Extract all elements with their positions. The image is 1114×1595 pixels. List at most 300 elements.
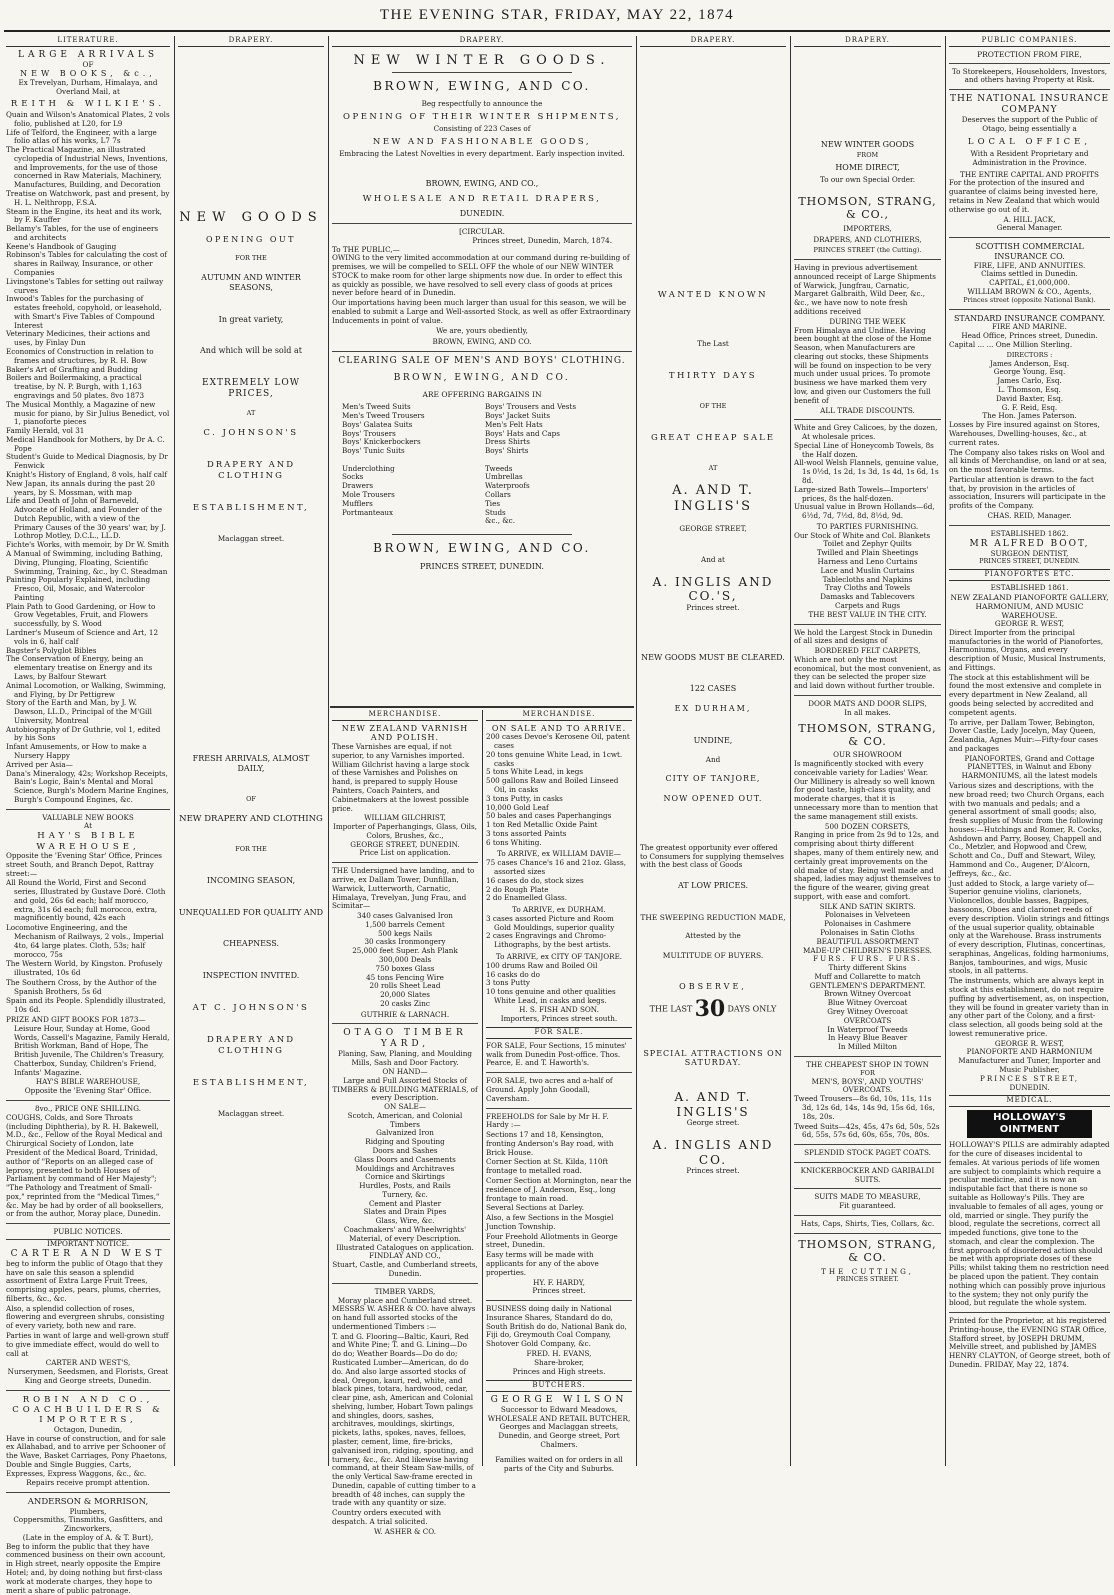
ad-heading: ESTABLISHED 1861.: [990, 582, 1069, 592]
stock-item: Hurdles, Posts, and Rails: [359, 1181, 451, 1191]
stock-item: Doors and Sashes: [372, 1146, 438, 1155]
book-item: Knight's History of England, 8 vols, half calf: [6, 469, 167, 479]
masthead: [0, 0, 1114, 34]
book-item: Lardner's Museum of Science and Art, 12 vols in 6, half calf: [6, 628, 159, 646]
ad-text: Ex Trevelyan, Durham, Himalaya, and Overland Mail, at: [18, 78, 158, 96]
ad-heading: NEW GOODS: [179, 209, 323, 225]
list-item: Tablecloths and Napkins: [822, 574, 913, 584]
divider: [794, 419, 941, 420]
stock-item: 100 drums Raw and Boiled Oil: [486, 960, 598, 970]
ad-heading: BROWN, EWING, AND CO.: [373, 79, 591, 94]
ad-heading: EX DURHAM,: [674, 704, 752, 714]
bargain-item: Boys' Tunic Suits: [342, 446, 405, 456]
item-list: [332, 912, 478, 1009]
ad-text: Capital ... ... One Million Sterling.: [949, 339, 1073, 349]
stock-item: 75 cases Chance's 16 and 21oz. Glass, assorted sizes: [486, 858, 626, 876]
stock-item: 10 tons genuine and other qualities White Lead, in casks and kegs.: [486, 987, 616, 1005]
list-item: Damasks and Tablecovers: [820, 592, 915, 602]
ad-heading: SPLENDID STOCK PAGET COATS.: [804, 1148, 931, 1158]
book-item: Keene's Handbook of Gauging: [6, 241, 117, 251]
ad-text: Importer of Paperhangings, Glass, Oils, Colors, Brushes, &c.,: [333, 822, 477, 840]
ad-heading: WANTED KNOWN: [657, 289, 769, 300]
ad-heading: AUTUMN AND WINTER SEASONS,: [201, 273, 301, 292]
list-item: Polonaises in Velveteen: [824, 910, 911, 920]
column-drapery-thomson: [794, 36, 941, 1466]
ad-text: Embracing the Latest Novelties in every department. Early inspection invited.: [339, 149, 625, 159]
ad-text: To our own Special Order.: [819, 174, 915, 184]
stock-item: 30 casks Ironmongery: [364, 937, 446, 947]
ad-text: Maclaggan street.: [217, 1109, 285, 1119]
ad-text: Also, a splendid collection of roses, flowering and evergreen shrubs, consisting of every variety, both new and rare.: [6, 1303, 165, 1331]
book-item: Fichte's Works, with memoir, by Dr W. Smith: [6, 540, 169, 550]
column-literature: [6, 36, 170, 1595]
ad-heading: VALUABLE NEW BOOKS: [42, 812, 134, 822]
ad-text: Attested by the: [685, 931, 741, 941]
ad-heading: TO PARTIES FURNISHING.: [816, 521, 919, 531]
ad-text: Moray place and Cumberland street.: [337, 1295, 473, 1305]
bargain-item: Boys' Galatea Suits: [342, 419, 413, 429]
book-item: Veterinary Medicines, their actions and uses, by Finlay Dun: [6, 329, 151, 348]
book-item: Economics of Construction in relation to frames and structures, by R. H. Bow: [6, 347, 154, 365]
section-header: BUTCHERS.: [486, 1380, 632, 1392]
ad-heading: FURS. FURS. FURS.: [813, 954, 922, 964]
book-item: Boilers and Boilermaking, a practical treatise, by N. P. Burgh, with 1,163 engravings and 50 plates. 8vo 1873: [6, 373, 145, 400]
ad-text: HOLLOWAY'S PILLS are admirably adapted for the cure of diseases incidental to females. At various periods of life women are subject to complaints which require a peculiar medicine, and it is now an indisputable fact that there is none so suitable as Holloway's Pills. They are invaluable to females of all ages, young or old, married or single. They purify the blood, regulate the secretions, correct all impeded functions, give tone to the stomach, and clear the complexion. The first approach of disordered action should be met with appropriate doses of these Pills; whilst taking them no restriction need be placed upon the patient. They contain nothing which can possibly prove injurious to the system; they not only purify the blood, but regulate the whole system.: [949, 1140, 1110, 1308]
section-rule: [330, 706, 634, 708]
ad-text: Share-broker,: [534, 1357, 584, 1367]
ad-text: THE Undersigned have landing, and to arrive, ex Dallam Tower, Dunfillan, Warwick, Lutterworth, Carnatic, Himalaya, Trevelyan, Jung Frau, and Scimitar—: [332, 866, 475, 911]
ad-heading: GUTHRIE & LARNACH.: [360, 1009, 450, 1019]
ad-text: Also, a few Sections in the Mosgiel Junction Township.: [486, 1213, 614, 1231]
ad-text: PRIZE AND GIFT BOOKS FOR 1873—Leisure Hour, Sunday at Home, Good Words, Cassell's Magazine, Family Herald, British Workman, Band of Hope, The British Juvenile, The Children's Treasury, Chatterbox, Sunday, Children's Friend, Infants' Magazine.: [6, 1015, 170, 1077]
ad-heading: DURING THE WEEK: [829, 316, 906, 326]
ad-heading: BORDERED FELT CARPETS,: [814, 646, 921, 656]
list-item: In Heavy Blue Beaver: [827, 1033, 908, 1043]
ad-text: The Last: [697, 338, 729, 348]
stock-item: 3 tons assorted Paints: [486, 828, 567, 838]
section-header: DRAPERY.: [178, 36, 324, 47]
bargain-item: Umbrellas: [485, 472, 523, 482]
book-item: Quain and Wilson's Anatomical Plates, 2 vols folio, published at L20, for L9: [6, 109, 170, 128]
ad-heading: C. JOHNSON'S: [203, 427, 299, 438]
ad-text: GEORGE STREET,: [679, 523, 747, 533]
ad-text: Easy terms will be made with applicants for any of the above properties.: [486, 1250, 599, 1277]
ad-heading: GEORGE R. WEST,: [994, 1038, 1065, 1048]
bargain-item: Mufflers: [342, 498, 373, 508]
ad-text: DAYS ONLY: [727, 1004, 777, 1014]
director-name: James Carlo, Esq.: [997, 376, 1062, 386]
ad-number: 30: [694, 995, 726, 1022]
ad-heading: DRAPERS, AND CLOTHIERS,: [813, 235, 922, 245]
ad-text: To arrive, per Dallam Tower, Bebington, Dover Castle, Lady Jocelyn, May Queen, Zealandia, Agnes Muir:—Fifty-four cases and packages: [949, 717, 1099, 753]
bargain-item: Men's Tweed Trousers: [342, 410, 425, 420]
ad-text: Princes street, Dunedin, March, 1874.: [472, 235, 612, 245]
column-rule: [945, 36, 946, 1466]
ad-heading: PRINCES STREET,: [980, 1073, 1079, 1083]
stock-item: Glass Doors and Casements: [354, 1154, 456, 1164]
ad-heading: SURGEON DENTIST,: [990, 548, 1069, 558]
ad-heading: HOME DIRECT,: [835, 163, 900, 173]
divider: [794, 1233, 941, 1234]
column-public-companies: [949, 36, 1110, 1466]
ad-text: Opposite the 'Evening Star' Office, Princes street South, and Branch Depot, Rattray street:—: [6, 850, 162, 878]
divider: [486, 1300, 632, 1301]
ad-heading: 8vo., PRICE ONE SHILLING.: [35, 1104, 141, 1114]
divider: [332, 1023, 478, 1024]
item-list: [486, 859, 632, 903]
ad-text: PIANOFORTES, Grand and Cottage PIANETTES, in Walnut and Ebony HARMONIUMS, all the latest models: [961, 753, 1098, 781]
section-header: MERCHANDISE.: [486, 710, 632, 721]
divider: [6, 1390, 170, 1391]
divider: [332, 1283, 478, 1284]
bargain-item: Men's Felt Hats: [485, 419, 543, 429]
ad-heading: INCOMING SEASON,: [206, 875, 296, 885]
stock-item: 500 kegs Nails: [377, 928, 433, 938]
ad-text: AT: [246, 409, 256, 417]
item-list: [794, 990, 941, 1016]
ad-heading: STANDARD INSURANCE COMPANY.: [953, 313, 1106, 323]
ad-heading: NEW WINTER GOODS.: [353, 52, 611, 68]
ad-text: Nurserymen, Seedsmen, and Florists, Great King and George streets, Dunedin.: [7, 1367, 169, 1385]
divider: [949, 309, 1110, 310]
list-item: Thirty different Skins: [828, 963, 907, 973]
director-name: George Young, Esq.: [993, 367, 1066, 377]
ad-heading: THE NATIONAL INSURANCE COMPANY: [949, 94, 1110, 116]
ad-text: Successor to Edward Meadows,: [500, 1404, 618, 1414]
ad-text: Planing, Saw, Planing, and Moulding Mills, Sash and Door Factory.: [338, 1049, 472, 1068]
bargain-list-right: [485, 403, 622, 526]
stock-item: 3 tons Putty: [486, 978, 530, 988]
price-item: Large-sized Bath Towels—Importers' prices, 8s the half-dozen.: [794, 484, 929, 503]
director-name: The Hon. James Paterson.: [982, 411, 1077, 421]
bargain-item: Men's Tweed Suits: [342, 402, 411, 412]
list-item: Grey Witney Overcoat: [827, 1007, 908, 1016]
ad-text: The stock at this establishment will be found the most extensive and complete in every department in New Zealand, all goods being selected by accredited and competent agents.: [949, 672, 1102, 717]
ad-text: Head Office, Princes street, Dunedin.: [961, 331, 1098, 341]
divider: [794, 1162, 941, 1163]
list-item: Tray Cloths and Towels: [824, 583, 911, 593]
ad-heading: WILLIAM BROWN & CO., Agents,: [967, 286, 1092, 296]
ad-heading: FRESH ARRIVALS, ALMOST DAILY,: [192, 754, 310, 773]
ad-heading: MULTITUDE OF BUYERS.: [662, 950, 764, 960]
ad-text: [CIRCULAR.: [459, 226, 505, 236]
list-item: Toilet and Zephyr Quilts: [823, 539, 912, 549]
book-item: Life of Telford, the Engineer, with a large folio atlas of his works, L7 7s: [6, 127, 157, 146]
ad-heading: SUITS MADE TO MEASURE,: [814, 1192, 921, 1202]
ad-heading: EXTREMELY LOW PRICES,: [202, 378, 300, 400]
stock-item: 200 cases Devoe's Kerosene Oil, patent cases: [486, 732, 630, 751]
stock-item: 500 gallons Raw and Boiled Linseed Oil, in casks: [486, 776, 619, 794]
ad-text: Have in course of construction, and for sale ex Allahabad, and to arrive per Schooner of the Wave, Basket Carriages, Pony Phaetons, Double and Single Buggies, Carts, Expresses, Express Waggons, &c., &c.: [6, 1433, 168, 1478]
ad-text: At: [84, 821, 92, 831]
ad-text: Families waited on for orders in all parts of the City and Suburbs.: [495, 1454, 623, 1473]
divider: [332, 223, 632, 224]
ad-heading: IMPORTANT NOTICE.: [6, 1239, 170, 1249]
ad-text: In all makes.: [844, 707, 891, 717]
ad-heading: NEW AND FASHIONABLE GOODS,: [372, 136, 592, 147]
ad-heading: HY. F. HARDY,: [533, 1277, 585, 1287]
column-rule: [482, 710, 483, 1466]
ad-heading: OUR SHOWROOM: [833, 750, 902, 760]
divider: [949, 525, 1110, 526]
divider: [6, 1100, 170, 1101]
ad-heading: ON SALE AND TO ARRIVE.: [491, 723, 627, 733]
book-item: Family Herald, vol 31: [6, 426, 85, 436]
ad-heading: WHOLESALE AND RETAIL BUTCHER,: [487, 1413, 631, 1423]
ad-text: All Round the World, First and Second series, Illustrated by Gustave Doré. Cloth and gold, 26s 6d each; half morocco, extra, 31s 6d each; full morocco, extra, magnificently bound, 42s each: [6, 878, 166, 923]
stock-item: 1,500 barrels Cement: [365, 919, 445, 929]
ad-text: Princes street.: [686, 1166, 740, 1176]
ad-text: Spain and its People. Splendidly illustrated, 10s 6d.: [6, 996, 166, 1015]
bargain-item: Mole Trousers: [342, 489, 395, 499]
bargain-item: Boys' Trousers: [342, 428, 396, 438]
bargain-list: [332, 399, 632, 530]
ad-heading: ESTABLISHED 1862.: [990, 528, 1069, 538]
bargain-item: Collars: [485, 489, 511, 499]
ad-heading: REITH & WILKIE'S.: [10, 98, 166, 109]
ad-heading: GENTLEMEN'S DEPARTMENT.: [809, 980, 926, 990]
ad-heading: IMPORTERS,: [843, 223, 892, 233]
ad-text: Particular attention is drawn to the fact that, by provision in the articles of association, Insurers will participate in the profits of the Company.: [949, 474, 1106, 511]
ad-text: Direct Importer from the principal manufactories in the world of Pianofortes, Harmoniums, Organs, and every description of Music, Musical Instruments, and Fittings.: [949, 627, 1106, 672]
ad-heading: A. INGLIS AND CO.: [652, 1138, 774, 1167]
ad-heading: ARE OFFERING BARGAINS IN: [422, 390, 542, 400]
book-item: A Manual of Swimming, including Bathing, Diving, Plunging, Floating, Scientific Swimming, Training, &c., by C. Steadman: [6, 549, 168, 576]
ad-heading: CLEARING SALE OF MEN'S AND BOYS' CLOTHING.: [338, 356, 626, 367]
ad-heading: GEORGE R. WEST,: [994, 618, 1065, 628]
column-rule: [174, 36, 175, 1466]
ad-heading: To ARRIVE, ex DURHAM.: [512, 905, 606, 915]
book-item: Medical Handbook for Mothers, by Dr A. C. Pope: [6, 434, 165, 453]
ad-heading: BROWN, EWING, AND CO.: [373, 541, 591, 556]
bargain-list-left: [342, 403, 479, 526]
ad-heading: AT C. JOHNSON'S: [192, 1002, 310, 1013]
ad-text: Maclaggan street.: [217, 534, 285, 544]
ad-heading: DRAPERY AND CLOTHING: [206, 460, 296, 481]
ad-text: BUSINESS doing daily in National Insurance Shares, Standard do do, South British do do, National Bank do, Fiji do, Greymouth Coal Company, Shotover Gold Company, &c.: [486, 1304, 627, 1349]
ad-heading: FINDLAY AND CO.,: [369, 1251, 441, 1261]
ad-text: Corner Section at St. Kilda, 110ft frontage to metalled road.: [486, 1157, 609, 1176]
director-list: [949, 360, 1110, 421]
ad-heading: BEAUTIFUL ASSORTMENT: [816, 936, 919, 946]
ad-heading: WHOLESALE AND RETAIL DRAPERS,: [362, 193, 602, 204]
ad-text: The Southern Cross, by the Author of the Spanish Brothers, 5s 6d: [6, 977, 157, 996]
director-name: L. Thomson, Esq.: [998, 385, 1061, 395]
ad-heading: LOCAL OFFICE,: [967, 136, 1092, 147]
ad-text: FOR THE: [235, 254, 267, 263]
ad-heading: ESTABLISHMENT,: [192, 1077, 310, 1088]
ad-heading: BROWN, EWING, AND CO.: [393, 373, 571, 384]
ad-heading: A. AND T. INGLIS'S: [674, 1090, 752, 1119]
item-list: [794, 911, 941, 937]
divider: [949, 237, 1110, 238]
ad-heading: CARTER AND WEST'S,: [45, 1358, 131, 1368]
ad-heading: ON HAND—: [382, 1066, 428, 1076]
column-rule: [636, 36, 637, 1466]
stock-item: 20 tons genuine White Lead, in 1cwt. casks: [486, 749, 623, 768]
stock-item: Slates and Drain Pipes: [363, 1207, 447, 1217]
ad-heading: BROWN, EWING, AND CO.,: [425, 179, 539, 189]
list-item: Polonaises in Satin Cloths: [820, 927, 915, 937]
ad-heading: THE ENTIRE CAPITAL AND PROFITS: [960, 169, 1099, 179]
ad-heading: THE SWEEPING REDUCTION MADE,: [640, 912, 786, 922]
ad-heading: NEW GOODS MUST BE CLEARED.: [641, 652, 785, 662]
ad-text: Illustrated Catalogues on application.: [336, 1242, 474, 1252]
divider: [949, 89, 1110, 90]
section-header: DRAPERY.: [640, 36, 786, 47]
column-drapery-inglis: [640, 36, 786, 1466]
ad-text: Various sizes and descriptions, with the new broad reed; two Church Organs, each with two manuals and pedals; and a general assortment of small goods; also, fresh supplies of Music from the following houses:—Hutchings and Romer, R. Cocks, Ashdown and Parry, Boosey, Chappell and Co., Metzler, and Hopwood and Crew, Schott and Co., Duff and Stewart, Wiley, Hammond and Co., Augener, D'Alcorn, Jeffreys, &c., &c.: [949, 781, 1105, 878]
ad-heading: OTAGO TIMBER YARD,: [343, 1028, 467, 1050]
stock-item: 50 bales and cases Paperhangings: [486, 811, 612, 821]
stock-item: Mouldings and Architraves: [355, 1163, 455, 1173]
ad-text: Stuart, Castle, and Cumberland streets, Dunedin.: [332, 1260, 478, 1278]
ad-text: Country orders executed with despatch. A trial solicited.: [332, 1508, 441, 1527]
ad-heading: SPECIAL ATTRACTIONS ON SATURDAY.: [643, 1048, 783, 1068]
ad-text: Which are not only the most economical, but the most convenient, as they can be selected the proper size and laid down without further trouble.: [794, 654, 941, 691]
ad-heading: To ARRIVE, ex WILLIAM DAVIE—: [497, 849, 621, 859]
book-item: Infant Amusements, or How to make a Nursery Happy: [6, 742, 147, 760]
ad-heading: DUNEDIN.: [459, 209, 505, 219]
ad-heading: OPENING OUT: [205, 235, 296, 245]
list-item: Brown Witney Overcoat: [824, 989, 911, 999]
ad-text: General Manager.: [996, 223, 1063, 233]
ad-heading: PROTECTION FROM FIRE,: [977, 49, 1082, 59]
section-header: LITERATURE.: [6, 36, 170, 47]
bargain-item: Boys' Trousers and Vests: [485, 402, 577, 412]
stock-item: 2 cases Engravings and Chromo-Lithographs, by the best artists.: [486, 931, 611, 950]
ad-heading: ANDERSON & MORRISON,: [27, 1497, 149, 1508]
ad-heading: CHEAPNESS.: [222, 939, 279, 949]
ad-heading: UNDINE,: [693, 735, 733, 745]
divider: [6, 809, 170, 810]
director-name: G. F. Reid, Esq.: [1001, 402, 1058, 412]
divider: [794, 624, 941, 625]
book-item: The Conservation of Energy, being an elementary treatise on Energy and its Laws, by Balfour Stewart: [6, 654, 153, 681]
item-list: [332, 1129, 478, 1226]
ad-text: Princes and High streets.: [512, 1366, 606, 1376]
ad-text: Princes street (opposite National Bank).: [963, 295, 1096, 304]
ad-text: FOR THE: [235, 844, 267, 853]
stock-item: Cornice and Skirtings: [365, 1172, 445, 1182]
ad-text: Coppersmiths, Tinsmiths, Gasfitters, and Zincworkers,: [13, 1515, 163, 1534]
ad-text: With a Resident Proprietary and Administration in the Province.: [970, 149, 1089, 167]
item-list: [486, 915, 632, 950]
ad-text: For the protection of the insured and guarantee of claims being invested here, retains in New Zealand that which would otherwise go out of it.: [949, 178, 1100, 214]
ad-text: Fit guaranteed.: [839, 1201, 896, 1211]
divider: [794, 1144, 941, 1145]
ad-heading: MADE-UP CHILDREN'S DRESSES.: [803, 945, 932, 955]
ad-heading: GEORGE WILSON: [490, 1394, 628, 1405]
ad-heading: 500 DOZEN CORSETS,: [824, 821, 911, 831]
last-thirty-days: [640, 996, 786, 1023]
ad-text: Four Freehold Allotments in George street, Dunedin.: [486, 1231, 618, 1250]
ad-text: Plumbers,: [69, 1506, 107, 1516]
ad-heading: A. HILL JACK,: [1003, 214, 1056, 224]
ad-heading: NOW OPENED OUT.: [663, 794, 763, 804]
ad-text: Several Sections at Darley.: [486, 1203, 584, 1213]
ad-text: FOR: [860, 1068, 875, 1077]
item-list: [486, 733, 632, 847]
list-item: In Waterproof Tweeds: [827, 1024, 908, 1034]
ad-heading: SCOTTISH COMMERCIAL INSURANCE CO.: [975, 242, 1084, 261]
section-header: FOR SALE.: [486, 1027, 632, 1039]
divider: [392, 72, 572, 73]
ad-text: Princes street.: [532, 1286, 586, 1296]
ad-heading: NEW WINTER GOODS: [820, 139, 915, 149]
ad-text: And which will be sold at: [200, 346, 302, 356]
ad-heading: FIRE, LIFE, AND ANNUITIES.: [973, 260, 1086, 270]
stock-item: 3 cases assorted Picture and Room Gold Mouldings, superior quality: [486, 913, 615, 932]
ad-heading: A. INGLIS AND CO.'S,: [652, 574, 774, 604]
bargain-item: Dress Shirts: [485, 437, 530, 447]
ad-heading: KNICKERBOCKER AND GARIBALDI SUITS.: [800, 1165, 935, 1184]
bargain-item: Boys' Shirts: [485, 446, 529, 456]
ad-heading: PIANOFORTE AND HARMONIUM: [966, 1047, 1093, 1057]
bargain-item: &c., &c.: [485, 516, 515, 526]
list-item: In Milled Milton: [838, 1042, 897, 1052]
ad-text: From Himalaya and Undine. Having been bought at the close of the Home Season, when Manufacturers are clearing out stocks, these Shipments will be found on inspection to be very much under usual prices. To promote business we have marked them very low, and given our Customers the full benefit of: [794, 325, 932, 405]
ad-text: George street.: [686, 1118, 740, 1128]
ad-text: OF: [82, 59, 94, 69]
stock-item: 6 tons Whiting.: [486, 837, 542, 847]
book-item: Bagster's Polyglot Bibles: [6, 645, 97, 655]
ad-text: FROM: [856, 151, 879, 160]
ad-text: FREEHOLDS for Sale by Mr H. F. Hardy :—: [486, 1111, 609, 1130]
ad-text: Georges and Maclaggan streets, Dunedin, and George street, Port Chalmers.: [498, 1422, 620, 1449]
list-item: Polonaises in Cashmere: [824, 919, 911, 929]
bargain-item: Portmanteaux: [342, 507, 394, 517]
ad-text: Scotch, American, and Colonial Timbers: [347, 1110, 463, 1129]
director-name: James Anderson, Esq.: [989, 358, 1070, 368]
ad-text: Octagon, Dunedin,: [53, 1424, 123, 1434]
ad-text: THE LAST: [649, 1004, 693, 1014]
stock-item: 20 casks Zinc: [380, 998, 430, 1008]
bargain-item: Boys' Hats and Caps: [485, 428, 560, 438]
ad-text: PRINCES STREET (the Cutting).: [813, 246, 922, 255]
ad-heading: GEORGE STREET, DUNEDIN.: [350, 839, 460, 849]
ad-text: Our importations having been much larger than usual for this season, we will be enabled to submit a Large and Well-assorted Stock, as well as offer Extraordinary Inducements in point of value.: [332, 298, 631, 325]
list-item: Lace and Muslin Curtains: [820, 565, 915, 575]
ad-text: Opposite the 'Evening Star' Office.: [24, 1086, 152, 1096]
price-item: Special Line of Honeycomb Towels, 8s the Half dozen.: [794, 440, 934, 459]
ad-text: Beg to inform the public that they have commenced business on their own account, in High street, nearly opposite the Empire Hotel; and, by doing nothing but first-class work at moderate charges, they hope to merit a share of public patronage.: [6, 1541, 166, 1595]
ad-text: AT: [708, 464, 718, 473]
price-item: Unusual value in Brown Hollands—6d, 6½d, 7d, 7½d, 8d, 8½d, 9d.: [794, 502, 935, 521]
ad-text: Repairs receive prompt attention.: [26, 1478, 150, 1488]
ad-text: OF: [246, 794, 256, 803]
book-item: Baker's Art of Grafting and Budding: [6, 364, 138, 374]
ad-heading: DRAPERY AND CLOTHING: [206, 1035, 296, 1056]
stock-item: 16 casks do do: [486, 969, 540, 979]
book-item: The Practical Magazine, an illustrated cyclopedia of Industrial News, Inventions, and Improvements, for the use of those concerned in Raw Materials, Machinery, Manufactures, Building, and Decoration: [6, 145, 168, 190]
stock-item: 16 cases do do, stock sizes: [486, 875, 584, 885]
ad-heading: A. AND T. INGLIS'S: [672, 483, 754, 515]
bargain-item: Boys' Jacket Suits: [485, 410, 551, 420]
ad-heading: NEW ZEALAND VARNISH AND POLISH.: [341, 723, 469, 743]
masthead-title: THE EVENING STAR, FRIDAY, MAY 22, 1874: [379, 7, 735, 23]
section-header: PUBLIC NOTICES.: [53, 1227, 123, 1237]
ad-heading: DOOR MATS AND DOOR SLIPS,: [808, 698, 927, 708]
ad-text: The Company also takes risks on Wool and all kinds of Merchandise, on land or at sea, on the most favorable terms.: [949, 447, 1107, 475]
price-item: All-wool Welsh Flannels, genuine value, 1s 0½d, 1s 2d, 1s 3d, 1s 4d, 1s 6d, 1s 8d.: [794, 458, 939, 485]
ad-text: beg to inform the public of Otago that they have on sale this season a splendid assortment of Extra Large Fruit Trees, comprising apples, pears, plums, cherries, filberts, &c., &c.: [6, 1258, 163, 1303]
stock-item: 750 boxes Glass: [375, 963, 435, 973]
ad-text: Beg respectfully to announce the: [421, 99, 543, 109]
stock-item: Turnery, &c.: [382, 1189, 428, 1199]
bargain-item: Socks: [342, 472, 364, 482]
column-drapery-brown-ewing: [332, 36, 632, 706]
